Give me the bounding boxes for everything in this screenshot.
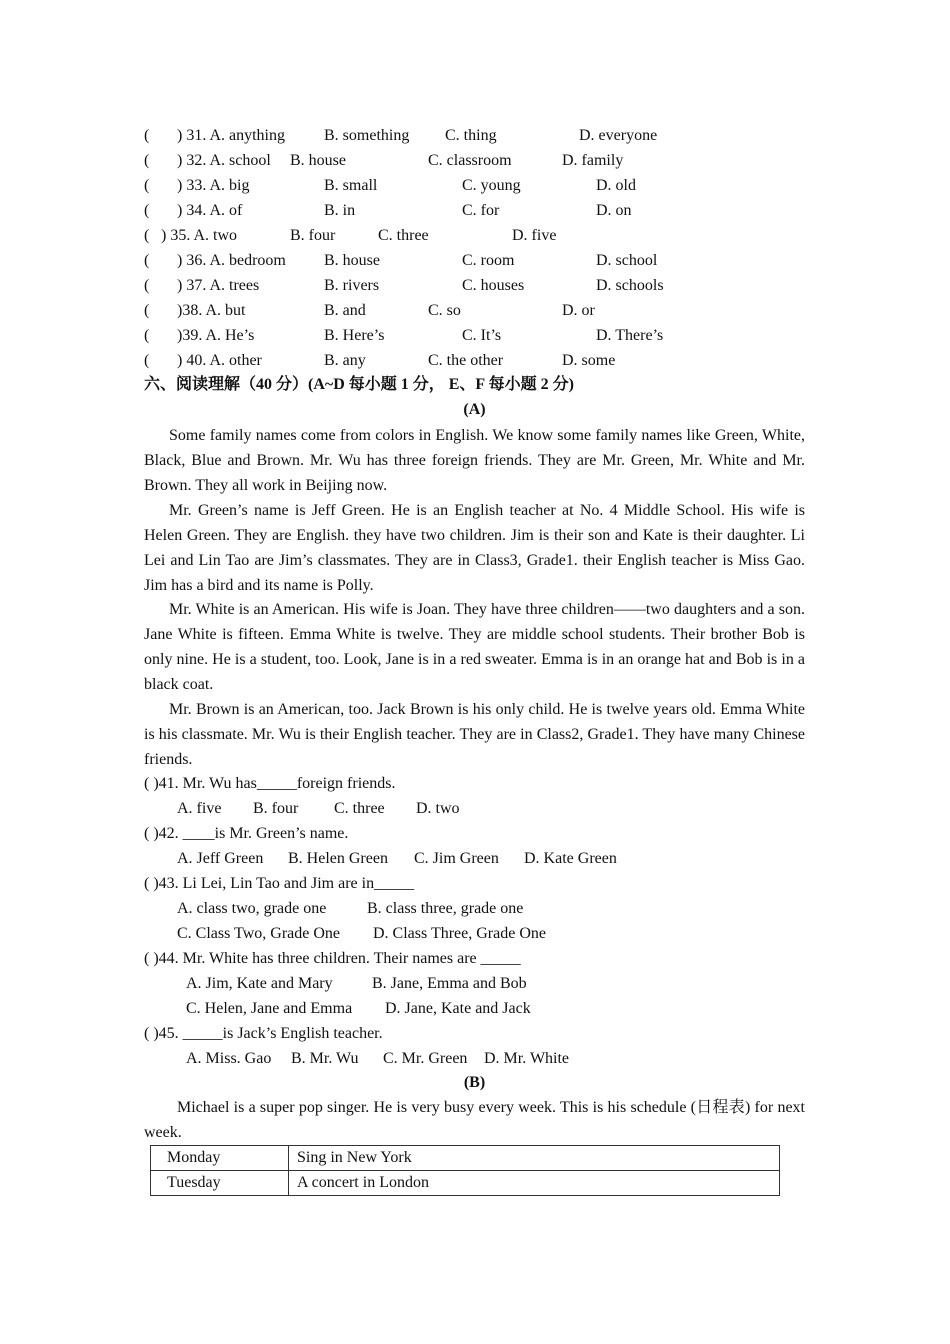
question-option-a: ) 34. A. of [177,202,243,219]
question-option-a: )38. A. but [177,302,246,319]
question-option-c: C. three [378,227,429,244]
question-option-c: C. room [462,252,515,269]
question-45-stem: ( )45. _____is Jack’s English teacher. [144,1025,383,1042]
schedule-event: A concert in London [289,1171,780,1196]
question-44-option-c: C. Helen, Jane and Emma [186,1000,353,1017]
question-option-c: C. the other [428,352,504,369]
question-41-option-c: C. three [334,800,385,817]
answer-paren: ( [144,327,150,344]
question-option-b: B. four [290,227,336,244]
question-option-a: ) 31. A. anything [177,127,285,144]
question-44-option-b: B. Jane, Emma and Bob [372,975,527,992]
passage-a-paragraph-4: Mr. Brown is an American, too. Jack Brown is his only child. He is twelve years old. Emma White is his classmate. Mr. Wu is their English teacher. They are in Class2, Grade1. They have many Chinese friends. [144,701,805,768]
table-row [151,1146,780,1171]
question-option-d: D. five [512,227,557,244]
question-option-b: B. house [290,152,346,169]
passage-b-label: (B) [463,1074,486,1091]
answer-paren: ( [144,227,150,244]
question-option-b: B. house [324,252,380,269]
answer-paren: ( [144,352,150,369]
question-option-d: D. There’s [596,327,664,344]
question-option-d: D. on [596,202,632,219]
answer-paren: ( [144,302,150,319]
question-45-option-d: D. Mr. White [484,1050,570,1067]
question-option-d: D. schools [596,277,664,294]
section-heading: 六、阅读理解（40 分）(A~D 每小题 1 分， E、F 每小题 2 分) [144,376,574,393]
question-option-a: ) 32. A. school [177,152,271,169]
passage-a-paragraph-3: Mr. White is an American. His wife is Joan. They have three children——two daughters and a son. Jane White is fifteen. Emma White is twelve. They are middle school students. Their brother Bob is only nine. He is a student, too. Look, Jane is in a red sweater. Emma is in an orange hat and Bob is in a black coat. [144,601,805,693]
question-option-a: ) 37. A. trees [177,277,260,294]
schedule-day: Tuesday [151,1171,289,1196]
question-option-a: ) 33. A. big [177,177,250,194]
question-42-option-b: B. Helen Green [288,850,388,867]
answer-paren: ( [144,152,150,169]
question-option-b: B. in [324,202,356,219]
question-43-option-d: D. Class Three, Grade One [373,925,546,942]
question-option-d: D. everyone [579,127,658,144]
schedule-table [150,1145,780,1196]
question-44-stem: ( )44. Mr. White has three children. Their names are _____ [144,950,521,967]
answer-paren: ( [144,177,150,194]
question-option-a: ) 35. A. two [161,227,237,244]
question-option-b: B. something [324,127,410,144]
question-42-option-c: C. Jim Green [414,850,499,867]
passage-a-paragraph-2: Mr. Green’s name is Jeff Green. He is an English teacher at No. 4 Middle School. His wife is Helen Green. They are English. they have two children. Jim is their son and Kate is their daughter. Li Lei and Lin Tao are Jim’s classmates. They are in Class3, Grade1. their English teacher is Miss Gao. Jim has a bird and its name is Polly. [144,502,805,594]
answer-paren: ( [144,202,150,219]
question-option-c: C. thing [445,127,497,144]
schedule-day: Monday [151,1146,289,1171]
question-option-b: B. rivers [324,277,380,294]
question-42-stem: ( )42. ____is Mr. Green’s name. [144,825,349,842]
question-44-option-a: A. Jim, Kate and Mary [186,975,333,992]
question-option-d: D. old [596,177,636,194]
answer-paren: ( [144,252,150,269]
question-option-a: ) 40. A. other [177,352,262,369]
answer-paren: ( [144,277,150,294]
passage-b-intro: Michael is a super pop singer. He is very busy every week. This is his schedule (日程表) for next week. [144,1099,805,1141]
question-43-stem: ( )43. Li Lei, Lin Tao and Jim are in_____ [144,875,415,892]
passage-a-paragraph-1: Some family names come from colors in English. We know some family names like Green, White, Black, Blue and Brown. Mr. Wu has three foreign friends. They are Mr. Green, Mr. White and Mr. Brown. They all work in Beijing now. [144,427,805,494]
question-option-c: C. for [462,202,500,219]
question-option-c: C. It’s [462,327,502,344]
question-44-option-d: D. Jane, Kate and Jack [385,1000,531,1017]
answer-paren: ( [144,127,150,144]
question-42-option-a: A. Jeff Green [177,850,264,867]
question-45-option-c: C. Mr. Green [383,1050,468,1067]
question-41-option-a: A. five [177,800,222,817]
question-41-option-b: B. four [253,800,299,817]
question-option-b: B. Here’s [324,327,385,344]
question-option-b: B. any [324,352,366,369]
question-43-option-b: B. class three, grade one [367,900,524,917]
passage-a-label: (A) [463,401,486,418]
question-option-c: C. classroom [428,152,512,169]
question-option-c: C. young [462,177,521,194]
question-43-option-a: A. class two, grade one [177,900,327,917]
question-option-a: ) 36. A. bedroom [177,252,286,269]
question-41-option-d: D. two [416,800,460,817]
question-option-c: C. houses [462,277,525,294]
question-43-option-c: C. Class Two, Grade One [177,925,341,942]
question-option-a: )39. A. He’s [177,327,255,344]
question-option-d: D. school [596,252,658,269]
question-option-c: C. so [428,302,461,319]
question-option-b: B. and [324,302,366,319]
question-option-b: B. small [324,177,378,194]
question-42-option-d: D. Kate Green [524,850,617,867]
question-45-option-a: A. Miss. Gao [186,1050,272,1067]
question-option-d: D. family [562,152,624,169]
question-option-d: D. some [562,352,616,369]
table-row [151,1171,780,1196]
schedule-event: Sing in New York [289,1146,780,1171]
question-45-option-b: B. Mr. Wu [291,1050,359,1067]
question-41-stem: ( )41. Mr. Wu has_____foreign friends. [144,775,396,792]
question-option-d: D. or [562,302,595,319]
